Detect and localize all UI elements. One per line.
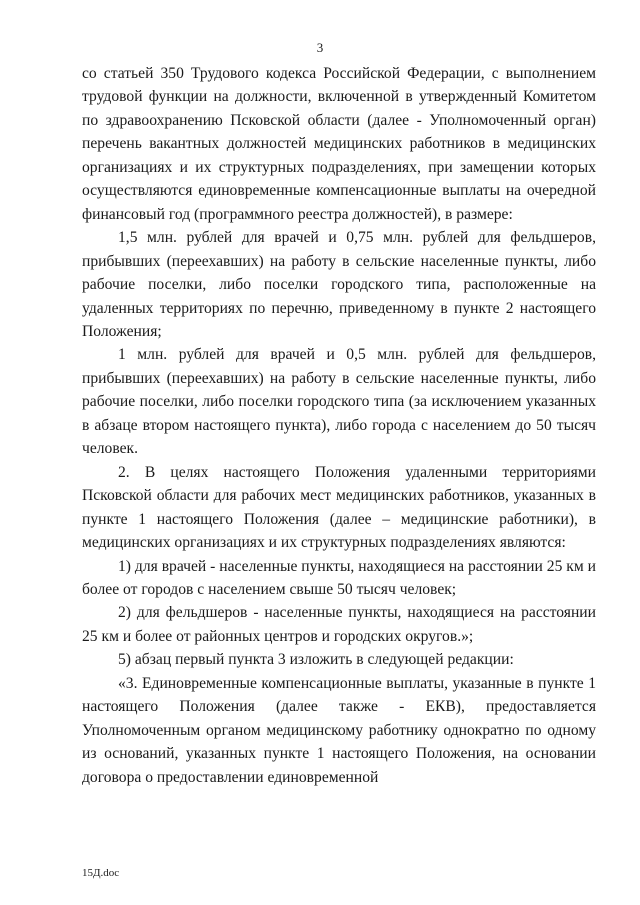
- footer-filename: 15Д.doc: [82, 867, 120, 879]
- paragraph-paramedics-distance: 2) для фельдшеров - населенные пункты, находящиеся на расстоянии 25 км и более от районных центров и городских округов.»;: [82, 604, 596, 645]
- paragraph-continuation: со статьей 350 Трудового кодекса Российской Федерации, с выполнением трудовой функции на должности, включенной в утвержденный Комитетом по здравоохранению Псковской области (далее - Уполномоченный орган) перечень вакантных должностей медицинских работников в медицинских организациях и их структурных подразделениях, при замещении которых осуществляются единовременные компенсационные выплаты на очередной финансовый год (программного реестра должностей), в размере:: [82, 65, 596, 223]
- paragraph-amendment-5: 5) абзац первый пункта 3 изложить в следующей редакции:: [118, 651, 514, 669]
- paragraph-clause-3: «3. Единовременные компенсационные выплаты, указанные в пункте 1 настоящего Положения (далее также - ЕКВ), предоставляется Уполномоченным органом медицинскому работнику однократно по одному из оснований, указанных пункте 1 настоящего Положения, на основании договора о предоставлении единовременной: [82, 674, 596, 786]
- paragraph-remote-territories: 2. В целях настоящего Положения удаленными территориями Псковской области для рабочих мест медицинских работников, указанных в пункте 1 настоящего Положения (далее – медицинские работники), в медицинских организациях и их структурных подразделениях являются:: [82, 463, 596, 552]
- document-body: [82, 62, 596, 789]
- paragraph-amount-other: 1 млн. рублей для врачей и 0,5 млн. рублей для фельдшеров, прибывших (переехавших) на работу в сельские населенные пункты, либо рабочие поселки, либо поселки городского типа (за исключением указанных в абзаце втором настоящего пункта), либо города с населением до 50 тысяч человек.: [82, 346, 596, 458]
- page-number: 3: [316, 40, 324, 55]
- paragraph-amount-remote: 1,5 млн. рублей для врачей и 0,75 млн. рублей для фельдшеров, прибывших (переехавших) на работу в сельские населенные пункты, либо рабочие поселки, либо поселки городского типа, расположенные на удаленных территориях по перечню, приведенному в пункте 2 настоящего Положения;: [82, 229, 596, 340]
- paragraph-doctors-distance: 1) для врачей - населенные пункты, находящиеся на расстоянии 25 км и более от городов с населением свыше 50 тысяч человек;: [82, 557, 596, 598]
